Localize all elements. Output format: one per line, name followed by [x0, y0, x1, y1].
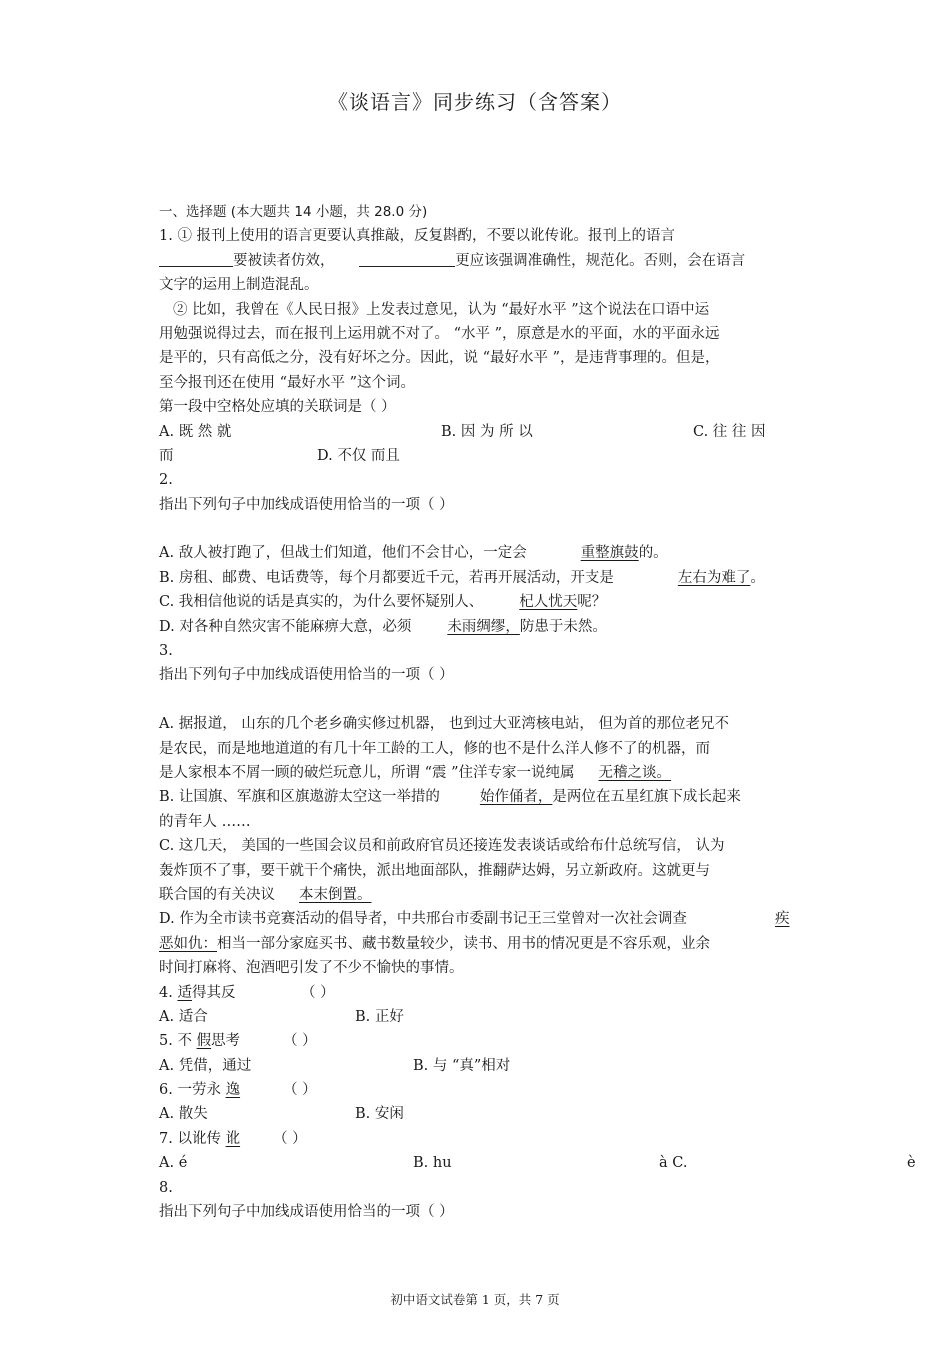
underlined-char: 适: [177, 984, 192, 1001]
q7-options: [159, 1151, 916, 1175]
q7-stem: 7. 以讹传 讹 （ ）: [159, 1130, 307, 1147]
page-footer: 初中语文试卷第 1 页，共 7 页: [390, 1292, 560, 1307]
q1-options-row2: [159, 444, 799, 468]
q3-option-a-line3: 是人家根本不屑一顾的破烂玩意儿，所谓 “震 ”住洋专家一说纯属 无稽之谈。: [159, 764, 672, 781]
underlined-char: 假: [196, 1033, 212, 1050]
underlined-idiom: 重整旗鼓: [580, 545, 639, 562]
q3-option-c-line1: C. 这几天， 美国的一些国会议员和前政府官员还接连发表谈话或给布什总统写信， 认为: [159, 838, 725, 855]
q7-option-b: B. hu: [413, 1155, 452, 1172]
underlined-char: 逸: [225, 1082, 241, 1099]
q1-option-d: D. 不仅 而且: [317, 447, 400, 464]
page-title: 《谈语言》同步练习（含答案）: [328, 90, 622, 114]
q3-number: 3.: [159, 643, 173, 660]
q8-stem: 指出下列句子中加线成语使用恰当的一项（ ）: [159, 1204, 454, 1221]
q3-option-c-line2: 轰炸顶不了事，要干就干个痛快，派出地面部队，推翻萨达姆，另立新政府。这就更与: [159, 862, 710, 879]
q1-option-b: B. 因 为 所 以: [441, 423, 533, 440]
q1-paragraph2-line1: ② 比如，我曾在《人民日报》上发表过意见，认为 “最好水平 ”这个说法在口语中运: [173, 301, 710, 318]
q7-option-c: à C.: [659, 1155, 688, 1172]
q1-paragraph2-line2: 用勉强说得过去，而在报刊上运用就不对了。 “水平 ”，原意是水的平面，水的平面永远: [159, 325, 720, 342]
q5-options: [159, 1054, 799, 1078]
q1-paragraph1-line3: 文字的运用上制造混乱。: [159, 277, 319, 294]
q1-paragraph1-line2: 要被读者仿效， 更应该强调准确性，规范化。否则，会在语言: [159, 249, 799, 273]
q2-number: 2.: [159, 472, 173, 489]
underlined-idiom: 无稽之谈。: [598, 764, 672, 781]
q1-options-row: [159, 420, 799, 444]
blank-1: [159, 251, 233, 267]
underlined-idiom: 疾: [775, 911, 790, 928]
q6-stem: 6. 一劳永 逸 （ ）: [159, 1082, 317, 1099]
q1-option-c: C. 往 往 因: [693, 423, 766, 440]
q8-number: 8.: [159, 1179, 173, 1196]
q1-option-a: A. 既 然 就: [159, 423, 232, 440]
underlined-idiom: 恶如仇：: [159, 935, 217, 952]
underlined-char: 讹: [225, 1130, 241, 1147]
q2-option-b: B. 房租、邮费、电话费等，每个月都要近千元，若再开展活动，开支是 左右为难了。: [159, 569, 765, 586]
q3-stem: 指出下列句子中加线成语使用恰当的一项（ ）: [159, 667, 454, 684]
underlined-idiom: 始作俑者，: [479, 789, 553, 806]
q1-paragraph2-line4: 至今报刊还在使用 “最好水平 ”这个词。: [159, 374, 416, 391]
q1-stem: 第一段中空格处应填的关联词是（ ）: [159, 399, 396, 416]
q7-option-a: A. é: [159, 1155, 188, 1172]
q1-paragraph1-line1: 1. ① 报刊上使用的语言更要认真推敲，反复斟酌，不要以讹传讹。报刊上的语言: [159, 228, 676, 245]
q6-option-a: A. 散失: [159, 1106, 208, 1123]
q1-paragraph2-line3: 是平的，只有高低之分，没有好坏之分。因此，说 “最好水平 ”，是违背事理的。但是，: [159, 350, 720, 367]
q6-option-b: B. 安闲: [355, 1106, 404, 1123]
q4-option-b: B. 正好: [355, 1008, 404, 1025]
underlined-idiom: 左右为难了: [677, 569, 751, 586]
q3-option-b-line1: B. 让国旗、军旗和区旗遨游太空这一举措的 始作俑者，是两位在五星红旗下成长起来: [159, 789, 741, 806]
q3-option-c-line3: 联合国的有关决议 本末倒置。: [159, 886, 372, 903]
q5-option-b: B. 与 “真”相对: [413, 1057, 511, 1074]
q3-option-d-line1: D. 作为全市读书竞赛活动的倡导者，中共邢台市委副书记王三堂曾对一次社会调查 疾: [159, 907, 799, 931]
q1-option-c-cont: 而: [159, 447, 174, 464]
section-heading: 一、选择题 (本大题共 14 小题，共 28.0 分): [159, 204, 428, 220]
q3-option-a-line1: A. 据报道， 山东的几个老乡确实修过机器， 也到过大亚湾核电站， 但为首的那位老兄不: [159, 716, 730, 733]
blank-2: [359, 251, 455, 267]
q4-options: [159, 1005, 799, 1029]
q2-option-a: A. 敌人被打跑了，但战士们知道，他们不会甘心，一定会 重整旗鼓的。: [159, 545, 668, 562]
q2-option-c: C. 我相信他说的话是真实的，为什么要怀疑别人、 杞人忧天呢？: [159, 594, 607, 611]
q2-option-d: D. 对各种自然灾害不能麻痹大意，必须 未雨绸缪，防患于未然。: [159, 618, 607, 635]
q6-options: [159, 1102, 799, 1126]
underlined-idiom: 杞人忧天: [519, 594, 578, 611]
underlined-idiom: 未雨绸缪，: [447, 618, 520, 635]
document-body: [159, 200, 916, 1224]
q4-option-a: A. 适合: [159, 1008, 208, 1025]
q5-option-a: A. 凭借，通过: [159, 1057, 252, 1074]
underlined-idiom: 本末倒置。: [299, 886, 372, 903]
q7-option-c-value: è: [907, 1155, 916, 1172]
q3-option-d-line3: 时间打麻将、泡酒吧引发了不少不愉快的事情。: [159, 960, 464, 977]
q4-stem: 4. 适得其反 （ ）: [159, 984, 335, 1001]
q3-option-d-line2: 恶如仇：相当一部分家庭买书、藏书数量较少，读书、用书的情况更是不容乐观，业余: [159, 935, 710, 952]
q5-stem: 5. 不 假思考 （ ）: [159, 1033, 317, 1050]
q3-option-a-line2: 是农民，而是地地道道的有几十年工龄的工人，修的也不是什么洋人修不了的机器，而: [159, 740, 710, 757]
q3-option-b-line2: 的青年人 ……: [159, 813, 251, 830]
q2-stem: 指出下列句子中加线成语使用恰当的一项（ ）: [159, 496, 454, 513]
